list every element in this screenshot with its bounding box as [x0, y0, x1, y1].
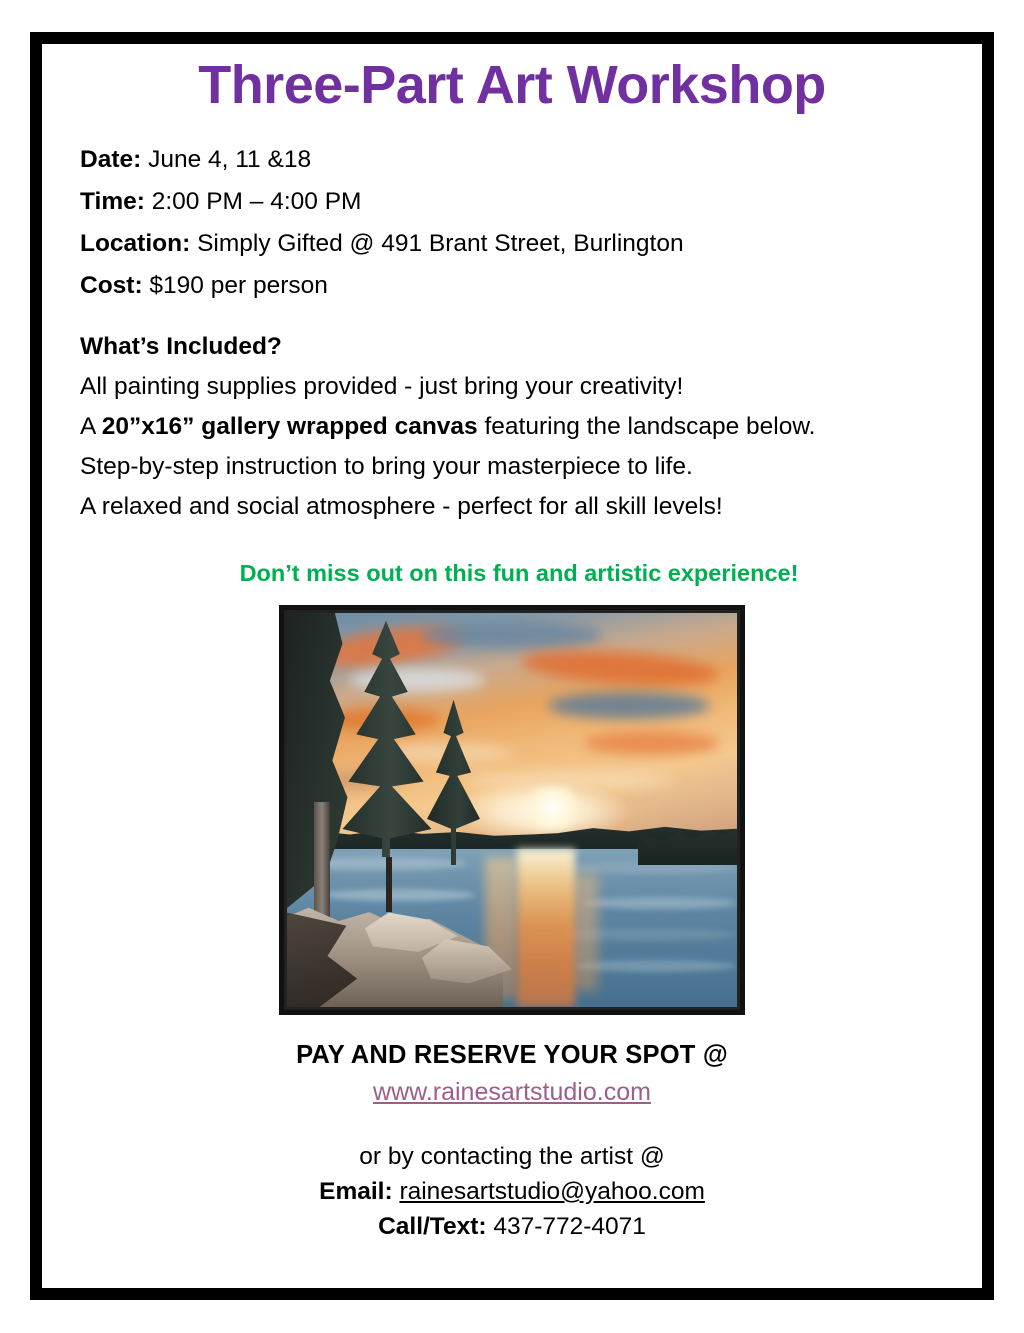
flyer-content [26, 30, 998, 1244]
artwork-frame [279, 605, 745, 1015]
detail-value-location: Simply Gifted @ 491 Brant Street, Burlington [197, 229, 684, 257]
painting-post [386, 857, 392, 912]
page-title: Three-Part Art Workshop [198, 55, 826, 115]
contact-phone-label: Call/Text: [378, 1212, 487, 1240]
contact-phone-row [56, 1211, 968, 1244]
detail-label-date: Date: [80, 146, 142, 174]
detail-label-location: Location: [80, 229, 191, 257]
included-line-1: All painting supplies provided - just bring your creativity! [80, 373, 684, 401]
detail-row-time [80, 183, 968, 222]
artwork-container [56, 605, 968, 1015]
painting-sun [521, 786, 584, 829]
detail-row-cost [80, 267, 968, 306]
included-line-2 [80, 408, 968, 446]
detail-row-location [80, 225, 968, 264]
included-line-3: Step-by-step instruction to bring your masterpiece to life. [80, 453, 693, 481]
contact-email-value[interactable]: rainesartstudio@yahoo.com [399, 1177, 705, 1205]
detail-row-date [80, 141, 968, 180]
website-line [56, 1078, 968, 1107]
event-details [80, 141, 968, 305]
reserve-heading: PAY AND RESERVE YOUR SPOT @ [296, 1041, 728, 1070]
painting-cloud [422, 621, 602, 649]
contact-phone-value: 437-772-4071 [493, 1212, 646, 1240]
spacer [56, 308, 968, 328]
included-line-2-post: featuring the landscape below. [477, 413, 816, 441]
detail-value-date: June 4, 11 &18 [148, 146, 312, 174]
contact-email-label: Email: [319, 1177, 393, 1205]
website-link[interactable]: www.rainesartstudio.com [373, 1078, 651, 1107]
landscape-painting-image [287, 613, 737, 1007]
included-line-4: A relaxed and social atmosphere - perfect for all skill levels! [80, 493, 723, 521]
included-section [80, 328, 968, 526]
included-line-2-pre: A [80, 413, 102, 441]
detail-value-time: 2:00 PM – 4:00 PM [151, 188, 362, 216]
tagline: Don’t miss out on this fun and artistic experience! [239, 560, 799, 587]
painting-sun-reflection [517, 849, 576, 1007]
painting-cloud [584, 731, 719, 755]
detail-label-cost: Cost: [80, 271, 143, 299]
contact-email-row [56, 1176, 968, 1209]
contact-intro: or by contacting the artist @ [359, 1143, 665, 1171]
included-heading: What’s Included? [80, 333, 282, 361]
included-line-2-bold: 20”x16” gallery wrapped canvas [101, 413, 478, 441]
detail-label-time: Time: [80, 188, 145, 216]
detail-value-cost: $190 per person [149, 271, 328, 299]
contact-section [56, 1141, 968, 1243]
